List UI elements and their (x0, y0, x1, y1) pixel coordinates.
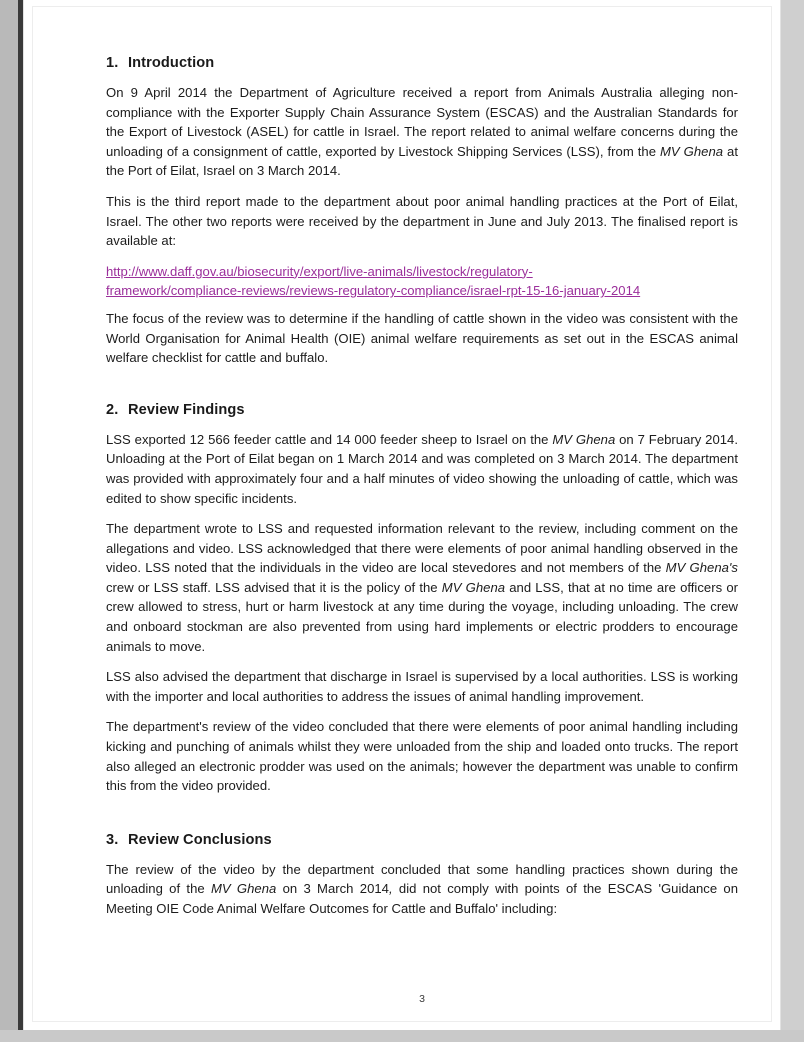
section-3-heading (106, 832, 738, 848)
report-url-link[interactable] (106, 262, 738, 301)
bottom-strip (0, 1030, 804, 1042)
report-url-line-1: http://www.daff.gov.au/biosecurity/export/live-animals/livestock/regulatory- (106, 263, 533, 279)
section-review-conclusions (106, 832, 738, 919)
page-body (106, 55, 739, 1005)
section-1-paragraph-2: This is the third report made to the department about poor animal handling practices at the Port of Eilat, Israel. The other two reports were received by the department in June and July 2013. The finalised report is available at: (106, 193, 738, 249)
report-url-line-2: framework/compliance-reviews/reviews-regulatory-compliance/israel-rpt-15-16-january-2014 (106, 283, 641, 299)
section-2-paragraph-1: LSS exported 12 566 feeder cattle and 14 000 feeder sheep to Israel on the MV Ghena on 7 February 2014. Unloading at the Port of Eilat began on 1 March 2014 and was completed on 3 March 2014. The department was provided with approximately four and a half minutes of video showing the unloading of cattle, which was edited to show specific incidents. (106, 431, 738, 506)
section-1-title: Introduction (128, 55, 215, 71)
section-3-number: 3. (106, 831, 119, 848)
section-review-findings (106, 402, 738, 796)
section-1-number: 1. (106, 55, 119, 71)
page-content-area (32, 6, 772, 1022)
section-introduction (106, 55, 738, 368)
vessel-name: MV Ghena (210, 881, 277, 897)
section-2-paragraph-4: The department's review of the video concluded that there were elements of poor animal handling including kicking and punching of animals whilst they were unloaded from the ship and loaded onto trucks. The report also alleged an electronic prodder was used on the animals; however the department was unable to confirm this from the video provided. (106, 719, 738, 794)
section-2-heading (106, 402, 738, 418)
vessel-name: MV Ghena's (665, 560, 738, 576)
section-2-paragraph-3: LSS also advised the department that discharge in Israel is supervised by a local authorities. LSS is working with the importer and local authorities to address the issues of animal handling improvement. (106, 669, 738, 704)
section-2-title: Review Findings (128, 401, 245, 418)
section-3-title: Review Conclusions (128, 831, 272, 848)
page-number: 3 (419, 993, 425, 1005)
section-1-paragraph-3: The focus of the review was to determine if the handling of cattle shown in the video was consistent with the World Organisation for Animal Health (OIE) animal welfare requirements as set out in the ESCAS animal welfare checklist for cattle and buffalo. (106, 310, 738, 366)
section-1-paragraph-1: On 9 April 2014 the Department of Agriculture received a report from Animals Australia alleging non-compliance with the Exporter Supply Chain Assurance System (ESCAS) and the Australian Standards for the Export of Livestock (ASEL) for cattle in Israel. The report related to animal welfare concerns during the unloading of a consignment of cattle, exported by Livestock Shipping Services (LSS), from the MV Ghena at the Port of Eilat, Israel on 3 March 2014. (106, 85, 738, 179)
left-gutter (0, 0, 18, 1042)
section-2-number: 2. (106, 401, 119, 418)
vessel-name: MV Ghena (660, 143, 724, 159)
comma-italic: , (388, 881, 393, 897)
vessel-name: MV Ghena (552, 431, 616, 447)
section-3-paragraph-1: The review of the video by the department concluded that some handling practices shown during the unloading of the MV Ghena on 3 March 2014, did not comply with points of the ESCAS 'Guidance on Meeting OIE Code Animal Welfare Outcomes for Cattle and Buffalo' including: (106, 861, 739, 916)
section-1-heading (106, 55, 738, 71)
document-page (24, 0, 780, 1030)
section-2-paragraph-2: The department wrote to LSS and requested information relevant to the review, including comment on the allegations and video. LSS acknowledged that there were elements of poor animal handling observed in the video. LSS noted that the individuals in the video are local stevedores and not members of the MV Ghena's crew or LSS staff. LSS advised that it is the policy of the MV Ghena and LSS, that at no time are officers or crew allowed to stress, hurt or harm livestock at any time during the voyage, including unloading. The crew and onboard stockman are also prevented from using hard implements or electric prodders to encourage animals to move. (106, 521, 738, 654)
vessel-name: MV Ghena (441, 579, 506, 595)
